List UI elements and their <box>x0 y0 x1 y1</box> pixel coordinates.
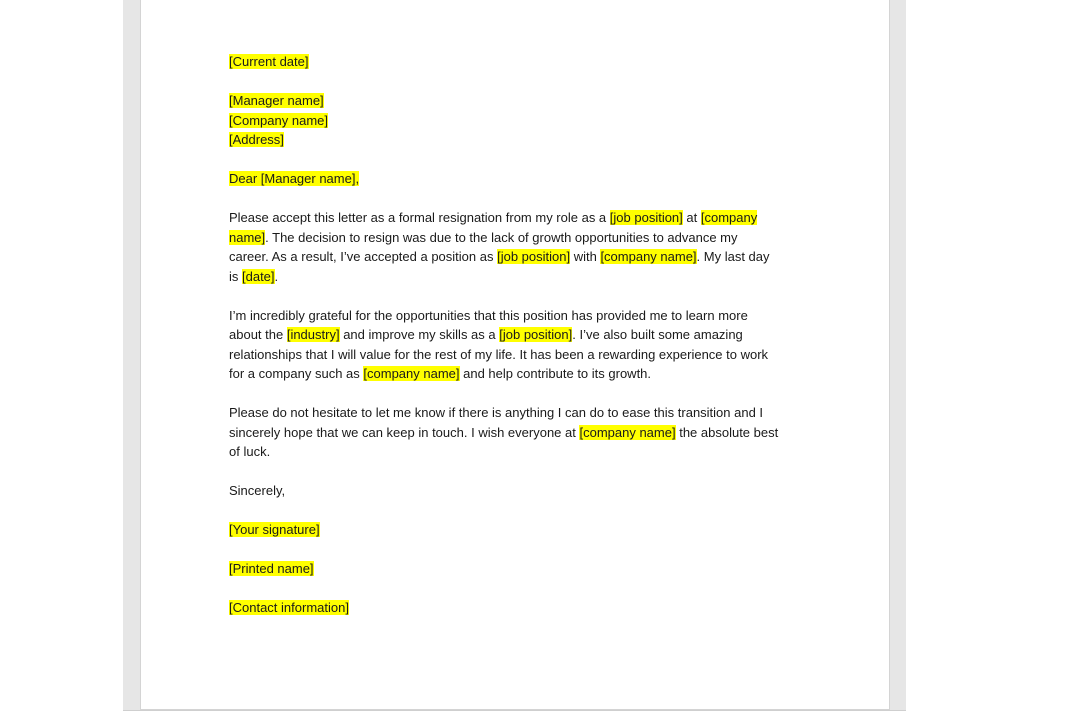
company-name-placeholder: [company name] <box>600 249 697 264</box>
job-position-placeholder: [job position] <box>609 210 683 225</box>
p2-text: and help contribute to its growth. <box>459 366 652 381</box>
date-placeholder: [Current date] <box>229 54 309 69</box>
p2-text: for a company such as <box>229 366 364 381</box>
workspace-bottom-edge <box>123 710 906 711</box>
recipient-block <box>229 91 819 150</box>
date-line <box>229 52 819 72</box>
closing <box>229 481 819 501</box>
p1-text: . My last day <box>696 249 770 264</box>
company-name-placeholder: [company name] <box>579 424 676 440</box>
paragraph-3 <box>229 403 819 462</box>
printed-name-placeholder: [Printed name] <box>229 561 314 576</box>
contact-information-placeholder: [Contact information] <box>229 600 349 615</box>
p1-text: with <box>570 249 601 264</box>
p1-text: at <box>682 210 701 225</box>
paragraph-2 <box>229 306 819 384</box>
paragraph-1 <box>229 208 819 286</box>
industry-placeholder: [industry] <box>286 327 340 342</box>
p3-text: Please do not hesitate to let me know if there is anything I can do to ease this transition and I <box>229 405 764 420</box>
p1-text: . The decision to resign was due to the lack of growth opportunities to advance my <box>265 229 738 245</box>
p3-text: sincerely hope that we can keep in touch. I wish everyone at <box>229 424 580 440</box>
p2-text: relationships that I will value for the rest of my life. It has been a rewarding experience to work <box>229 346 769 362</box>
address-placeholder: [Address] <box>229 132 284 147</box>
closing-text: Sincerely, <box>229 483 286 498</box>
p3-text: the absolute best <box>675 424 779 440</box>
job-position-placeholder: [job position] <box>499 327 573 342</box>
letter-body <box>229 52 819 637</box>
company-name-placeholder: [company <box>700 210 758 225</box>
p2-text: and improve my skills as a <box>339 327 500 342</box>
company-name-placeholder: [Company name] <box>229 112 328 128</box>
p2-text: . I’ve also built some amazing <box>572 327 743 342</box>
job-position-placeholder: [job position] <box>497 249 571 264</box>
p1-text: is <box>229 268 242 284</box>
salutation-text: Dear [Manager name], <box>229 171 360 186</box>
p3-text: of luck. <box>229 444 271 459</box>
printed-name-line <box>229 559 819 579</box>
salutation <box>229 169 819 189</box>
p2-text: I’m incredibly grateful for the opportunities that this position has provided me to learn more <box>229 307 748 323</box>
date-placeholder: [date] <box>242 268 275 284</box>
contact-line <box>229 598 819 618</box>
signature-placeholder: [Your signature] <box>229 522 320 537</box>
p2-text: about the <box>229 327 287 342</box>
company-name-placeholder: [company name] <box>363 366 460 381</box>
document-page[interactable] <box>140 0 890 710</box>
p1-text: Please accept this letter as a formal resignation from my role as a <box>229 210 610 225</box>
p1-text: career. As a result, I’ve accepted a position as <box>229 249 498 264</box>
signature-line <box>229 520 819 540</box>
manager-name-placeholder: [Manager name] <box>229 93 324 108</box>
company-name-placeholder: name] <box>229 229 266 245</box>
p1-text: . <box>274 268 279 284</box>
